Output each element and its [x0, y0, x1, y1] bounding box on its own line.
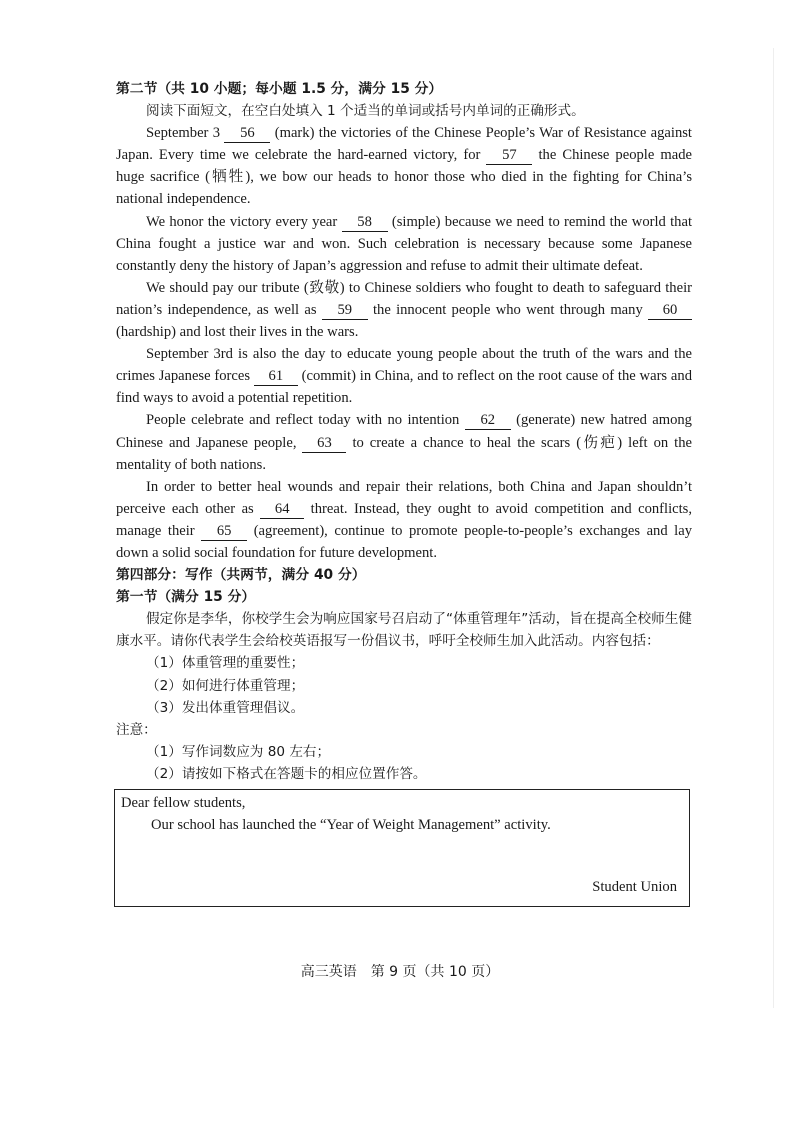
- p1-text-c: the Chinese people made huge sacrifice (牺牲), we bow our heads to honor those who died in the fighting for China’s national independence.: [116, 147, 692, 208]
- p5-text-a: People celebrate and reflect today with no intention: [146, 412, 465, 429]
- p3-text-c: (hardship) and lost their lives in the wars.: [116, 324, 359, 341]
- part4-section1-heading: 第一节（满分 15 分）: [116, 589, 256, 606]
- p2-text-b: (simple) because we need to remind the world that China fought a justice war and won. Such celebration is necessary because some Japanese constantly deny the history of Japan’s aggression and refuse to admit their ultimate defeat.: [116, 213, 692, 274]
- page-footer: 高三英语 第 9 页（共 10 页）: [300, 964, 500, 980]
- note-1: （1）写作词数应为 80 左右；: [146, 743, 331, 760]
- p6-text-c: (agreement), continue to promote people-to-people’s exchanges and lay down a solid social foundation for future development.: [116, 522, 693, 561]
- passage-paragraph-4: [116, 343, 692, 409]
- prompt-point-3: （3）发出体重管理倡议。: [146, 699, 305, 716]
- blank-56[interactable]: 56: [224, 125, 270, 143]
- p6-text-b: threat. Instead, they ought to avoid competition and conflicts, manage their: [116, 500, 692, 539]
- passage-paragraph-3: [116, 277, 692, 343]
- passage-paragraph-2: [116, 211, 692, 277]
- p6-text-a: In order to better heal wounds and repair their relations, both China and Japan shouldn’t perceive each other as: [116, 478, 692, 517]
- exam-page: [116, 78, 692, 907]
- prompt-point-1: （1）体重管理的重要性；: [146, 655, 305, 672]
- p5-text-b: (generate) new hatred among Chinese and Japanese people,: [116, 412, 692, 451]
- p4-text-b: (commit) in China, and to reflect on the root cause of the wars and find ways to avoid a potential repetition.: [116, 368, 692, 407]
- blank-61[interactable]: 61: [254, 368, 298, 386]
- letter-greeting: Dear fellow students,: [121, 795, 246, 811]
- blank-63[interactable]: 63: [302, 435, 346, 453]
- note-2: （2）请按如下格式在答题卡的相应位置作答。: [146, 765, 427, 782]
- notes-label: 注意：: [116, 721, 157, 738]
- letter-signature: Student Union: [592, 879, 677, 895]
- section2-instruction: 阅读下面短文，在空白处填入 1 个适当的单词或括号内单词的正确形式。: [146, 103, 585, 120]
- prompt-point-2: （2）如何进行体重管理；: [146, 677, 305, 694]
- letter-opening: Our school has launched the “Year of Weight Management” activity.: [151, 817, 551, 833]
- passage-paragraph-6: [116, 476, 692, 564]
- p1-text-b: (mark) the victories of the Chinese People’s War of Resistance against Japan. Every time we celebrate the hard-earned victory, for: [116, 125, 692, 164]
- p4-text-a: September 3rd is also the day to educate young people about the truth of the wars and the crimes Japanese forces: [116, 346, 692, 385]
- blank-57[interactable]: 57: [486, 147, 532, 165]
- p3-text-a: We should pay our tribute (致敬) to Chinese soldiers who fought to death to safeguard their nation’s independence, as well as: [116, 279, 692, 318]
- p1-text-a: September 3: [146, 125, 225, 142]
- blank-64[interactable]: 64: [260, 501, 304, 519]
- blank-65[interactable]: 65: [201, 523, 247, 541]
- part4-heading: 第四部分：写作（共两节，满分 40 分）: [116, 567, 366, 584]
- passage-paragraph-1: [116, 122, 692, 210]
- passage-paragraph-5: [116, 409, 692, 475]
- scan-edge-line: [773, 48, 774, 1008]
- p3-text-b: the innocent people who went through many: [367, 301, 648, 318]
- blank-59[interactable]: 59: [322, 302, 368, 320]
- p2-text-a: We honor the victory every year: [146, 213, 342, 230]
- blank-60[interactable]: 60: [648, 302, 692, 320]
- blank-58[interactable]: 58: [342, 214, 388, 232]
- p5-text-c: to create a chance to heal the scars (伤疤) left on the mentality of both nations.: [116, 434, 692, 473]
- blank-62[interactable]: 62: [465, 412, 511, 430]
- answer-format-box: [114, 789, 690, 907]
- section2-heading: 第二节（共 10 小题；每小题 1.5 分，满分 15 分）: [116, 81, 443, 97]
- writing-prompt: 假定你是李华，你校学生会为响应国家号召启动了“体重管理年”活动，旨在提高全校师生健康水平。请你代表学生会给校英语报写一份倡议书，呼吁全校师生加入此活动。内容包括：: [116, 611, 692, 650]
